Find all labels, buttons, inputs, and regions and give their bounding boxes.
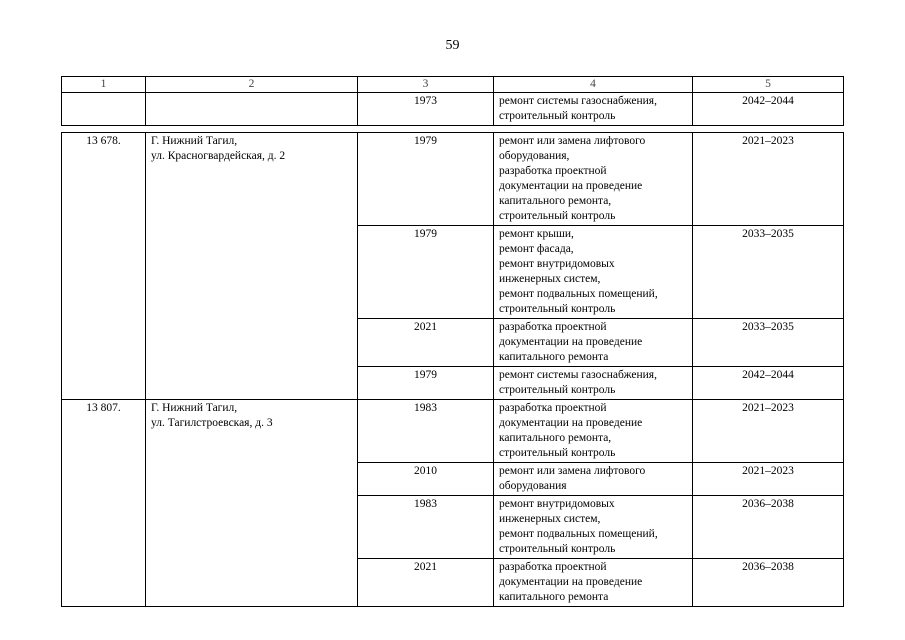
row-year: 1979 bbox=[358, 367, 494, 400]
row-year: 1979 bbox=[358, 133, 494, 226]
row-address: Г. Нижний Тагил, ул. Тагилстроевская, д. 3 bbox=[146, 400, 358, 607]
row-number: 13 807. bbox=[62, 400, 146, 607]
row-period: 2036–2038 bbox=[693, 496, 844, 559]
row-work: разработка проектной документации на проведение капитального ремонта bbox=[494, 319, 693, 367]
table-building-13678 bbox=[61, 132, 844, 400]
header-col-2: 2 bbox=[146, 77, 358, 93]
row-period: 2021–2023 bbox=[693, 463, 844, 496]
header-col-5: 5 bbox=[693, 77, 844, 93]
header-col-4: 4 bbox=[494, 77, 693, 93]
row-period: 2042–2044 bbox=[693, 367, 844, 400]
header-col-1: 1 bbox=[62, 77, 146, 93]
row-period: 2021–2023 bbox=[693, 133, 844, 226]
table-row bbox=[62, 400, 844, 463]
row-address bbox=[146, 93, 358, 126]
row-year: 2021 bbox=[358, 319, 494, 367]
table-header-row bbox=[62, 77, 844, 93]
row-work: ремонт системы газоснабжения, строительный контроль bbox=[494, 367, 693, 400]
row-year: 2010 bbox=[358, 463, 494, 496]
table-row bbox=[62, 93, 844, 126]
row-period: 2036–2038 bbox=[693, 559, 844, 607]
header-col-3: 3 bbox=[358, 77, 494, 93]
row-year: 1979 bbox=[358, 226, 494, 319]
row-address: Г. Нижний Тагил, ул. Красногвардейская, д. 2 bbox=[146, 133, 358, 400]
table-row bbox=[62, 133, 844, 226]
row-period: 2042–2044 bbox=[693, 93, 844, 126]
row-year: 2021 bbox=[358, 559, 494, 607]
row-year: 1973 bbox=[358, 93, 494, 126]
table-building-13807 bbox=[61, 399, 844, 607]
row-year: 1983 bbox=[358, 496, 494, 559]
row-work: ремонт системы газоснабжения, строительный контроль bbox=[494, 93, 693, 126]
row-work: ремонт или замена лифтового оборудования bbox=[494, 463, 693, 496]
row-work: разработка проектной документации на проведение капитального ремонта bbox=[494, 559, 693, 607]
row-year: 1983 bbox=[358, 400, 494, 463]
row-period: 2033–2035 bbox=[693, 319, 844, 367]
page-number: 59 bbox=[445, 38, 460, 53]
row-work: ремонт или замена лифтового оборудования, разработка проектной документации на проведение капитального ремонта, строительный контроль bbox=[494, 133, 693, 226]
table-continuation bbox=[61, 76, 844, 126]
row-number bbox=[62, 93, 146, 126]
row-work: ремонт крыши, ремонт фасада, ремонт внутридомовых инженерных систем, ремонт подвальных помещений, строительный контроль bbox=[494, 226, 693, 319]
row-work: ремонт внутридомовых инженерных систем, ремонт подвальных помещений, строительный контроль bbox=[494, 496, 693, 559]
row-period: 2021–2023 bbox=[693, 400, 844, 463]
row-work: разработка проектной документации на проведение капитального ремонта, строительный контроль bbox=[494, 400, 693, 463]
row-number: 13 678. bbox=[62, 133, 146, 400]
row-period: 2033–2035 bbox=[693, 226, 844, 319]
